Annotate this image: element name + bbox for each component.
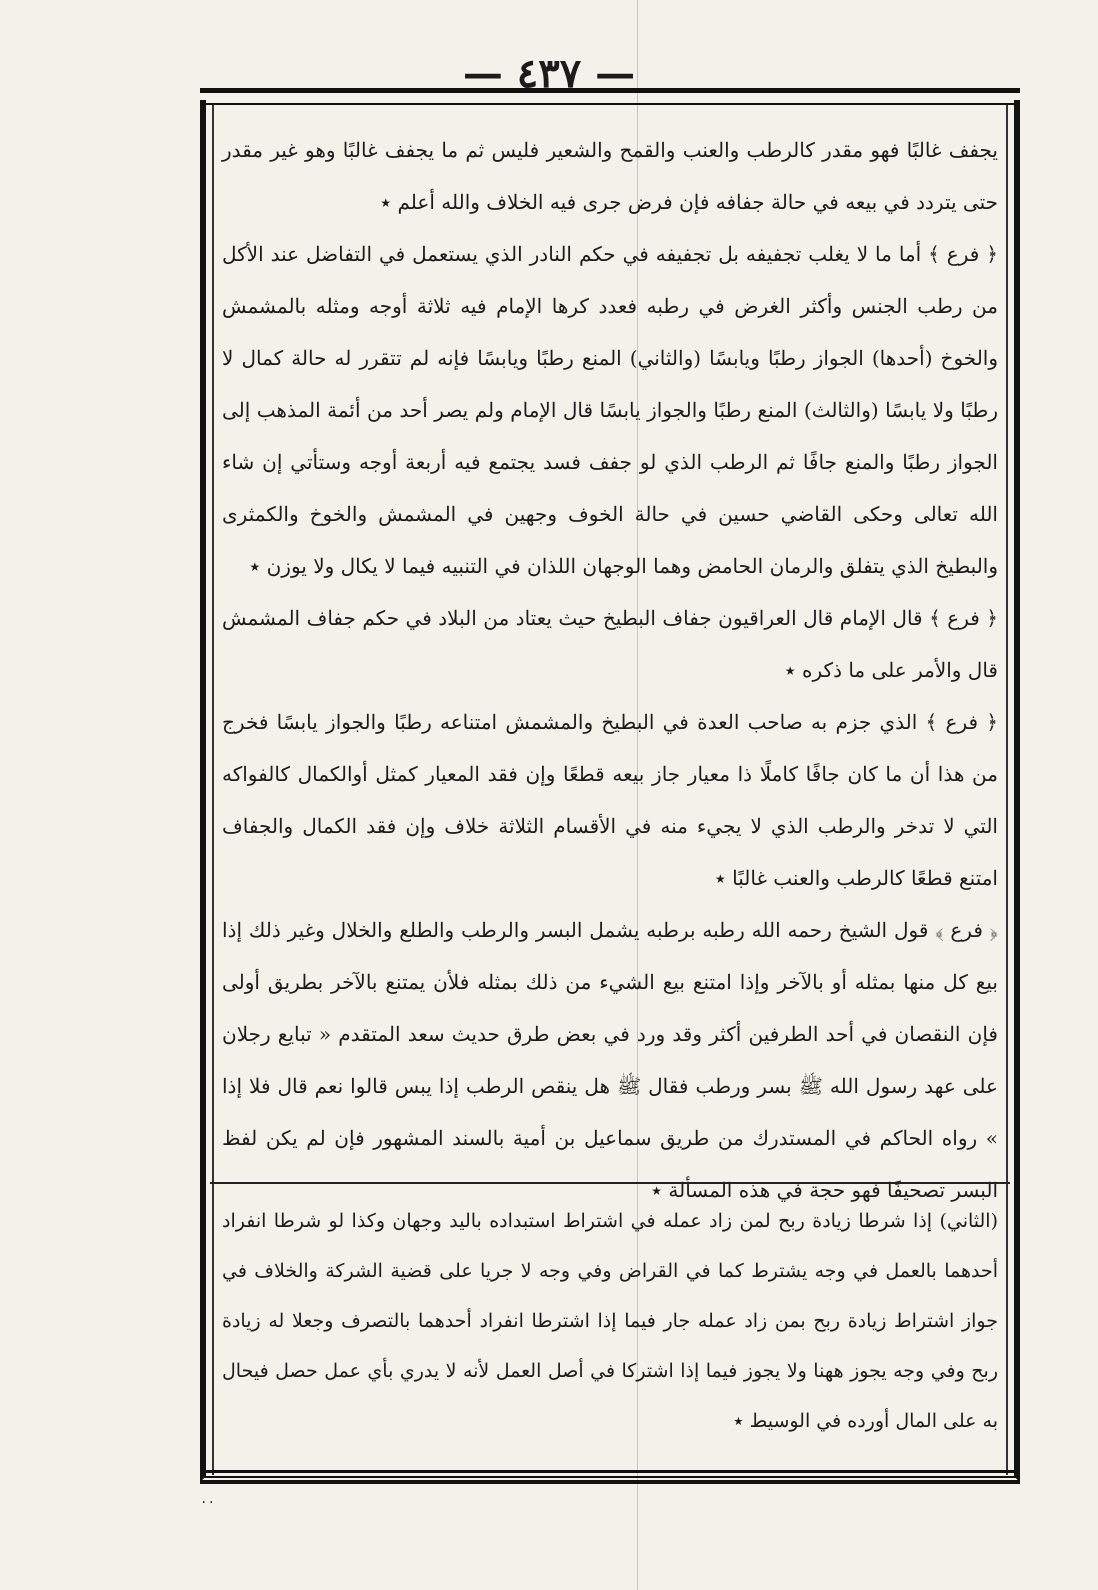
page-number: — ٤٣٧ — xyxy=(462,50,636,97)
footnote-divider xyxy=(210,1182,1010,1184)
paragraph-5: ﴿ فرع ﴾ قول الشيخ رحمه الله رطبه برطبه يشمل البسر والرطب والطلع والخلال وغير ذلك إذا بيع كل منها بمثله أو بالآخر وإذا امتنع بيع الشيء من ذلك بمثله فلأن يمتنع بالآخر بطريق أولى فإن النقصان في أحد الطرفين أكثر وقد ورد في بعض طرق حديث سعد المتقدم « تبايع رجلان على عهد رسول الله ﷺ بسر ورطب فقال ﷺ هل ينقص الرطب إذا يبس قالوا نعم قال فلا إذا » رواه الحاكم في المستدرك من طريق سماعيل بن أمية بالسند المشهور فإن لم يكن لفظ البسر تصحيفًا فهو حجة في هذه المسألة ٭ xyxy=(222,918,998,1202)
paragraph-4: ﴿ فرع ﴾ الذي جزم به صاحب العدة في البطيخ والمشمش امتناعه رطبًا والجواز يابسًا فخرج من هذا أن ما كان جافًا كاملًا ذا معيار جاز بيعه قطعًا وإن فقد المعيار كمثل أوالكمال كالفواكه التي لا تدخر والرطب الذي لا يجيء منه في الأقسام الثلاثة خلاف وإن فقد الكمال والجفاف امتنع قطعًا كالرطب والعنب غالبًا ٭ xyxy=(222,710,999,890)
paragraph-1: يجفف غالبًا فهو مقدر كالرطب والعنب والقمح والشعير فليس ثم ما يجفف غالبًا وهو غير مقدر حتى يتردد في بيعه في حالة جفافه فإن فرض جرى فيه الخلاف والله أعلم ٭ xyxy=(222,138,998,214)
inner-rule-left xyxy=(212,105,214,1475)
footnote xyxy=(222,1196,998,1446)
paragraph-2: ﴿ فرع ﴾ أما ما لا يغلب تجفيفه بل تجفيفه في حكم النادر الذي يستعمل في التفاضل عند الأكل من رطب الجنس وأكثر الغرض في رطبه فعدد كرها الإمام فيه ثلاثة أوجه ومثله بالمشمش والخوخ (أحدها) الجواز رطبًا ويابسًا (والثاني) المنع رطبًا ويابسًا فإنه لم تتقرر له حالة كمال لا رطبًا ولا يابسًا (والثالث) المنع رطبًا والجواز يابسًا قال الإمام ولم يصر أحد من أئمة المذهب إلى الجواز رطبًا والمنع جافًا ثم الرطب الذي لو جفف فسد يجتمع فيه أربعة أوجه وستأتي إن شاء الله تعالى وحكى القاضي حسين في حالة الخوف وجهين في المشمش والخوخ والكمثرى والبطيخ الذي يتفلق والرمان الحامض وهما الوجهان اللذان في التنبيه فيما لا يكال ولا يوزن ٭ xyxy=(222,242,999,578)
footnote-text: (الثاني) إذا شرطا زيادة ربح لمن زاد عمله في اشتراط استبداده باليد وجهان وكذا لو شرطا انفراد أحدهما بالعمل في وجه يشترط كما في القراض وفي وجه لا جريا على قضية الشركة والخلاف في جواز اشتراط زيادة ربح بمن زاد عمله جار فيما إذا اشترطا انفراد أحدهما بالتصرف وجعلا له زيادة ربح وفي وجه يجوز ههنا ولا يجوز فيما إذا اشتركا في أصل العمل لأنه لا يدري بأي عمل حصل فيحال به على المال أورده في الوسيط ٭ xyxy=(222,1210,998,1432)
inner-rule-right xyxy=(1006,105,1008,1475)
paragraph-3: ﴿ فرع ﴾ قال الإمام قال العراقيون جفاف البطيخ حيث يعتاد من البلاد في حكم جفاف المشمش قال والأمر على ما ذكره ٭ xyxy=(222,606,998,682)
corner-mark: ٠٠ xyxy=(200,1494,216,1510)
main-text xyxy=(222,124,998,1216)
bottom-rule xyxy=(200,1470,1020,1484)
